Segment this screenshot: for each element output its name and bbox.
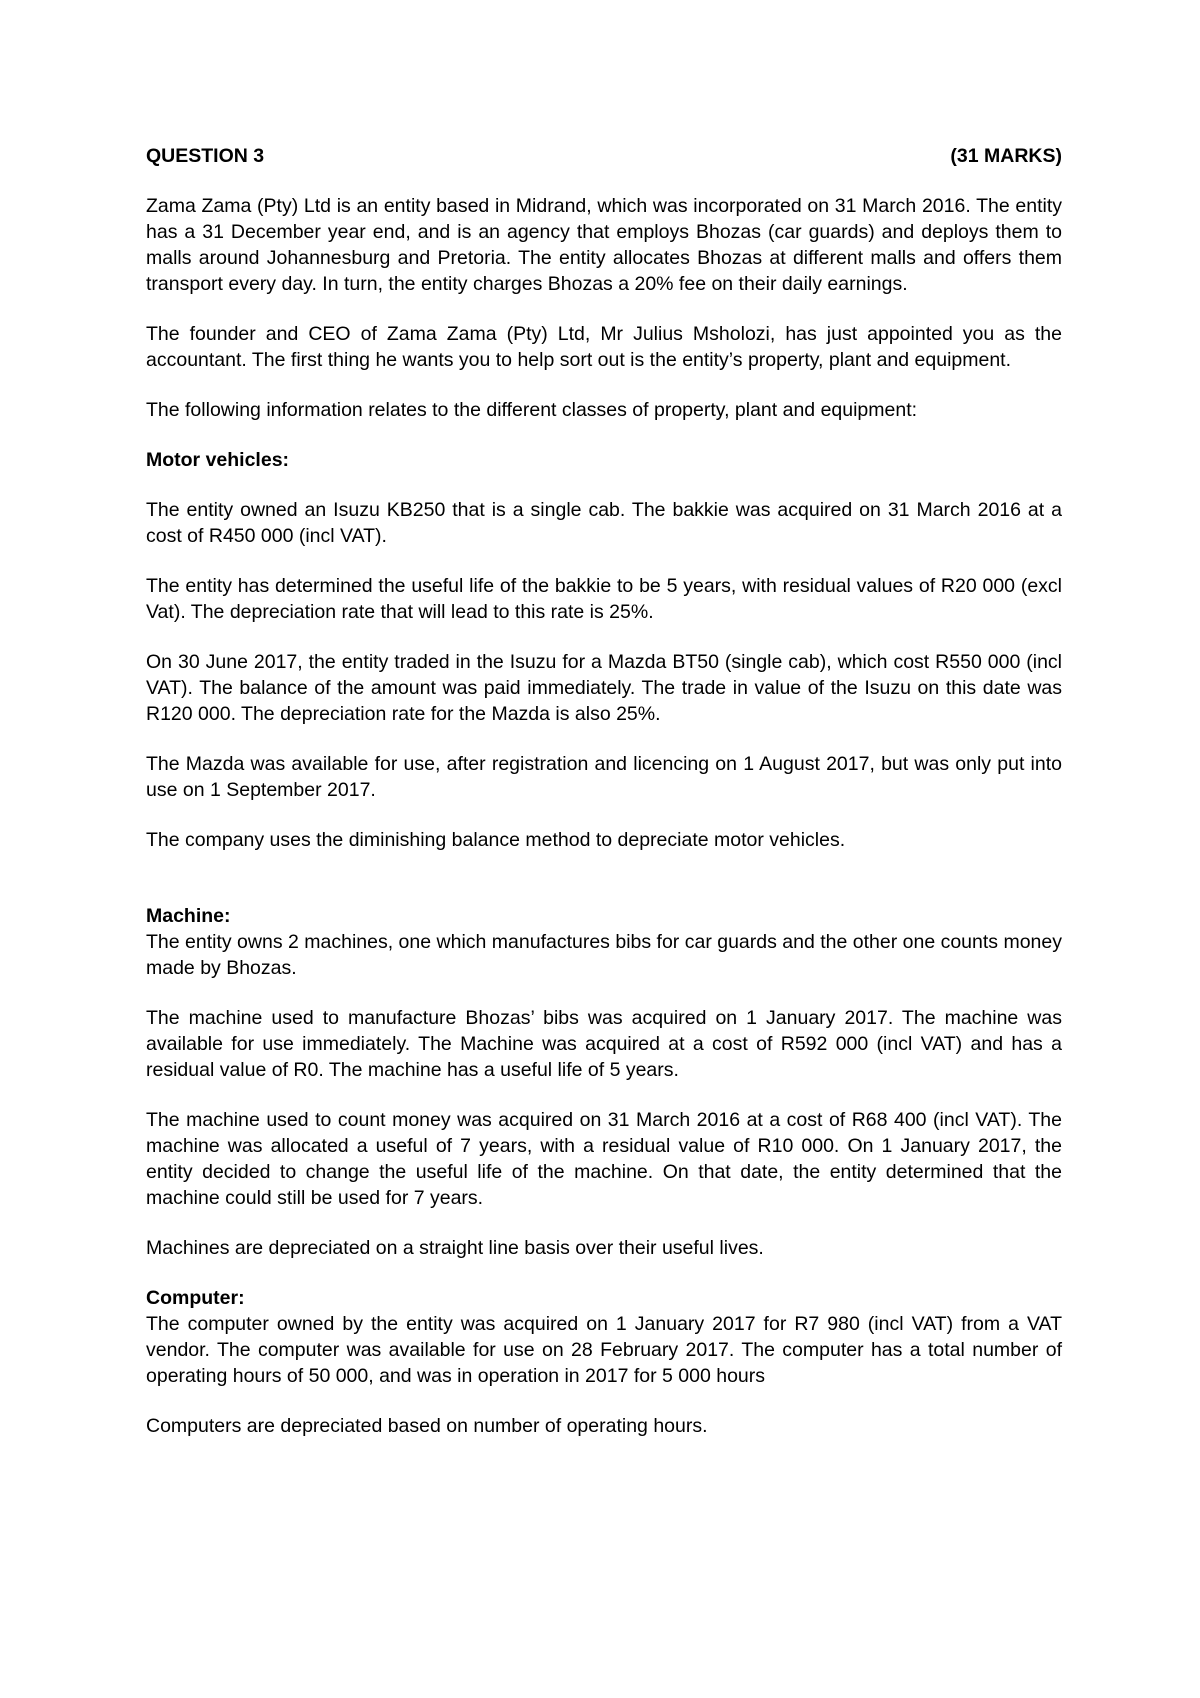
machine-paragraph: The entity owns 2 machines, one which manufactures bibs for car guards and the other one counts money made by Bhozas. — [146, 931, 1062, 979]
motor-vehicles-paragraph: On 30 June 2017, the entity traded in the Isuzu for a Mazda BT50 (single cab), which cost R550 000 (incl VAT). The balance of the amount was paid immediately. The trade in value of the Isuzu on this date was R120 000. The depreciation rate for the Mazda is also 25%. — [146, 651, 1062, 725]
intro-paragraph: The following information relates to the different classes of property, plant and equipment: — [146, 399, 918, 421]
motor-vehicles-paragraph: The company uses the diminishing balance method to depreciate motor vehicles. — [146, 829, 846, 851]
intro-paragraph: Zama Zama (Pty) Ltd is an entity based in Midrand, which was incorporated on 31 March 2016. The entity has a 31 December year end, and is an agency that employs Bhozas (car guards) and deploys them to malls around Johannesburg and Pretoria. The entity allocates Bhozas at different malls and offers them transport every day. In turn, the entity charges Bhozas a 20% fee on their daily earnings. — [146, 195, 1062, 295]
question-marks: (31 MARKS) — [950, 145, 1062, 167]
question-header — [146, 143, 1062, 169]
intro-paragraph: The founder and CEO of Zama Zama (Pty) Ltd, Mr Julius Msholozi, has just appointed you as the accountant. The first thing he wants you to help sort out is the entity’s property, plant and equipment. — [146, 323, 1062, 371]
motor-vehicles-paragraph: The entity has determined the useful life of the bakkie to be 5 years, with residual values of R20 000 (excl Vat). The depreciation rate that will lead to this rate is 25%. — [146, 575, 1062, 623]
computer-paragraph: The computer owned by the entity was acquired on 1 January 2017 for R7 980 (incl VAT) from a VAT vendor. The computer was available for use on 28 February 2017. The computer has a total number of operating hours of 50 000, and was in operation in 2017 for 5 000 hours — [146, 1313, 1062, 1387]
document-page — [146, 143, 1062, 1463]
machine-paragraph: The machine used to manufacture Bhozas’ bibs was acquired on 1 January 2017. The machine was available for use immediately. The Machine was acquired at a cost of R592 000 (incl VAT) and has a residual value of R0. The machine has a useful life of 5 years. — [146, 1007, 1062, 1081]
machine-paragraph: Machines are depreciated on a straight line basis over their useful lives. — [146, 1237, 764, 1259]
computer-paragraph: Computers are depreciated based on number of operating hours. — [146, 1415, 708, 1437]
motor-vehicles-paragraph: The entity owned an Isuzu KB250 that is a single cab. The bakkie was acquired on 31 March 2016 at a cost of R450 000 (incl VAT). — [146, 499, 1062, 547]
section-heading-machine: Machine: — [146, 905, 231, 927]
section-heading-motor-vehicles: Motor vehicles: — [146, 449, 290, 471]
section-heading-computer: Computer: — [146, 1287, 245, 1309]
question-title: QUESTION 3 — [146, 145, 265, 167]
motor-vehicles-paragraph: The Mazda was available for use, after registration and licencing on 1 August 2017, but was only put into use on 1 September 2017. — [146, 753, 1062, 801]
machine-paragraph: The machine used to count money was acquired on 31 March 2016 at a cost of R68 400 (incl VAT). The machine was allocated a useful of 7 years, with a residual value of R10 000. On 1 January 2017, the entity decided to change the useful life of the machine. On that date, the entity determined that the machine could still be used for 7 years. — [146, 1109, 1062, 1209]
